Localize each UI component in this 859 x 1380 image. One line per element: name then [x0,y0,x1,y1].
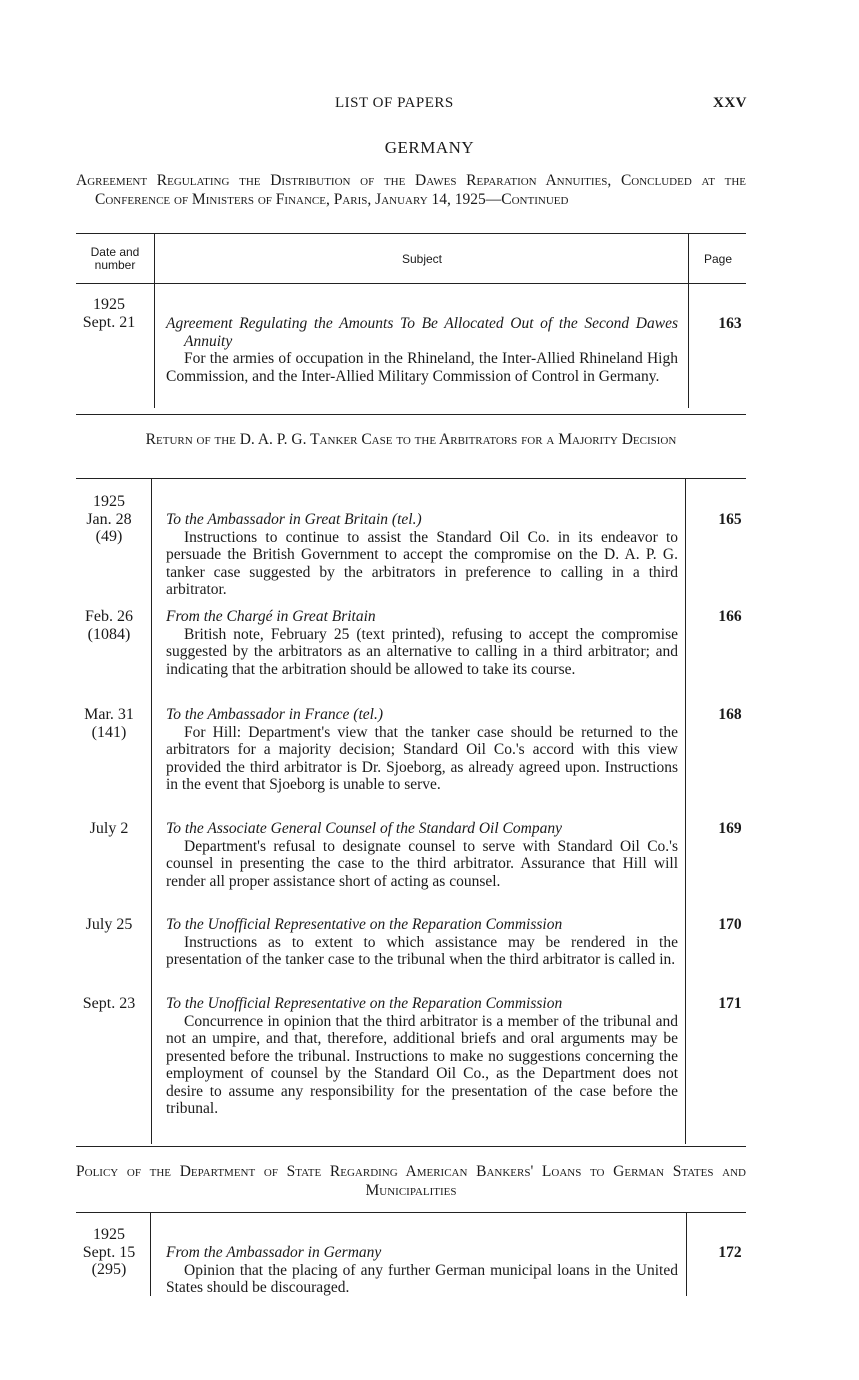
country-heading: GERMANY [384,138,475,157]
entry-subject [166,820,678,890]
entry-body: Instructions as to extent to which assistance may be rendered in the presentation of the tanker case to the tribunal when the third arbitrator is called in. [166,933,678,968]
table-rule [76,478,746,479]
column-rule [686,1212,687,1296]
entry-date: July 2 [89,820,129,837]
column-rule [154,233,155,408]
table-rule [76,283,746,284]
entry-title: To the Unofficial Representative on the Reparation Commission [166,916,563,933]
entry-page: 168 [718,706,742,723]
table-rule [76,233,746,234]
entry-body: For Hill: Department's view that the tanker case should be returned to the arbitrators for a majority decision; Standard Oil Co.'s accord with this view provided the third arbitrator is Dr. Sjoeborg, as already agreed upon. Instructions in the event that Sjoeborg is unable to serve. [166,723,678,793]
section-heading: Agreement Regulating the Distribution of the Dawes Reparation Annuities, Concluded at the Conference of Ministers of Finance, Paris, January 14, 1925—Continued [76,172,746,208]
entry-date: Feb. 26 (1084) [85,608,133,643]
entry-date: 1925 Sept. 15 (295) [82,1226,136,1278]
table-rule [76,1212,746,1213]
entry-body: For the armies of occupation in the Rhineland, the Inter-Allied Rhineland High Commission, and the Inter-Allied Military Commission of Control in Germany. [166,350,678,385]
entry-body: Opinion that the placing of any further German municipal loans in the United States should be discouraged. [166,1261,678,1296]
entry-subject [166,608,678,678]
table-rule [76,414,746,415]
entry-body: Department's refusal to designate counsel to serve with Standard Oil Co.'s counsel in presenting the case to the third arbitrator. Assurance that Hill will render all proper assistance short of acting as counsel. [166,837,678,890]
entry-subject [166,1244,678,1297]
entry-body: Concurrence in opinion that the third arbitrator is a member of the tribunal and not an umpire, and that, therefore, additional briefs and oral arguments may be presented before the tribunal. Instructions to make no suggestions concerning the employment of counsel by the Standard Oil Co., as the Department does not desire to assume any responsibility for the presentation of the case before the tribunal. [166,1012,678,1117]
section-heading: Policy of the Department of State Regarding American Bankers' Loans to German States and Municipalities [76,1163,746,1199]
entry-page: 166 [718,608,742,625]
entry-body: Instructions to continue to assist the Standard Oil Co. in its endeavor to persuade the British Government to accept the compromise on the D. A. P. G. tanker case suggested by the arbitrators in preference to calling in a third arbitrator. [166,528,678,598]
col-header-page: Page [703,252,733,266]
entry-page: 170 [718,916,742,933]
column-rule [685,478,686,1144]
running-head [0,95,859,115]
col-header-subject: Subject [401,252,443,266]
entry-title: From the Ambassador in Germany [166,1244,382,1261]
entry-subject [166,706,678,794]
entry-subject [166,916,678,969]
column-rule [151,478,152,1144]
entry-title: Agreement Regulating the Amounts To Be Allocated Out of the Second Dawes Annuity [166,315,678,350]
entry-page: 163 [718,315,742,332]
entry-page: 172 [718,1244,742,1261]
entry-date: 1925 Sept. 21 [82,296,136,331]
entry-date: July 25 [85,916,133,933]
entry-title: To the Associate General Counsel of the Standard Oil Company [166,820,562,837]
entry-date: 1925 Jan. 28 (49) [86,493,132,545]
entry-subject [166,995,678,1118]
section-heading: Return of the D. A. P. G. Tanker Case to the Arbitrators for a Majority Decision [145,431,677,448]
column-rule [150,1212,151,1296]
entry-page: 171 [718,995,742,1012]
entry-subject [166,315,678,385]
entry-title: To the Ambassador in Great Britain (tel.) [166,511,422,528]
entry-title: To the Ambassador in France (tel.) [166,706,383,723]
entry-body: British note, February 25 (text printed), refusing to accept the compromise suggested by the arbitrators as an alternative to calling in a third arbitrator; and indicating that the arbitration should be allowed to take its course. [166,625,678,678]
entry-date: Sept. 23 [82,995,136,1012]
entry-subject [166,511,678,599]
page-number: XXV [713,95,747,111]
entry-page: 165 [718,511,742,528]
table-rule [76,1146,746,1147]
entry-page: 169 [718,820,742,837]
column-rule [688,233,689,408]
running-title: LIST OF PAPERS [335,95,454,111]
entry-title: To the Unofficial Representative on the Reparation Commission [166,995,563,1012]
entry-title: From the Chargé in Great Britain [166,608,376,625]
col-header-date: Date and number [90,245,140,272]
entry-date: Mar. 31 (141) [84,706,134,741]
